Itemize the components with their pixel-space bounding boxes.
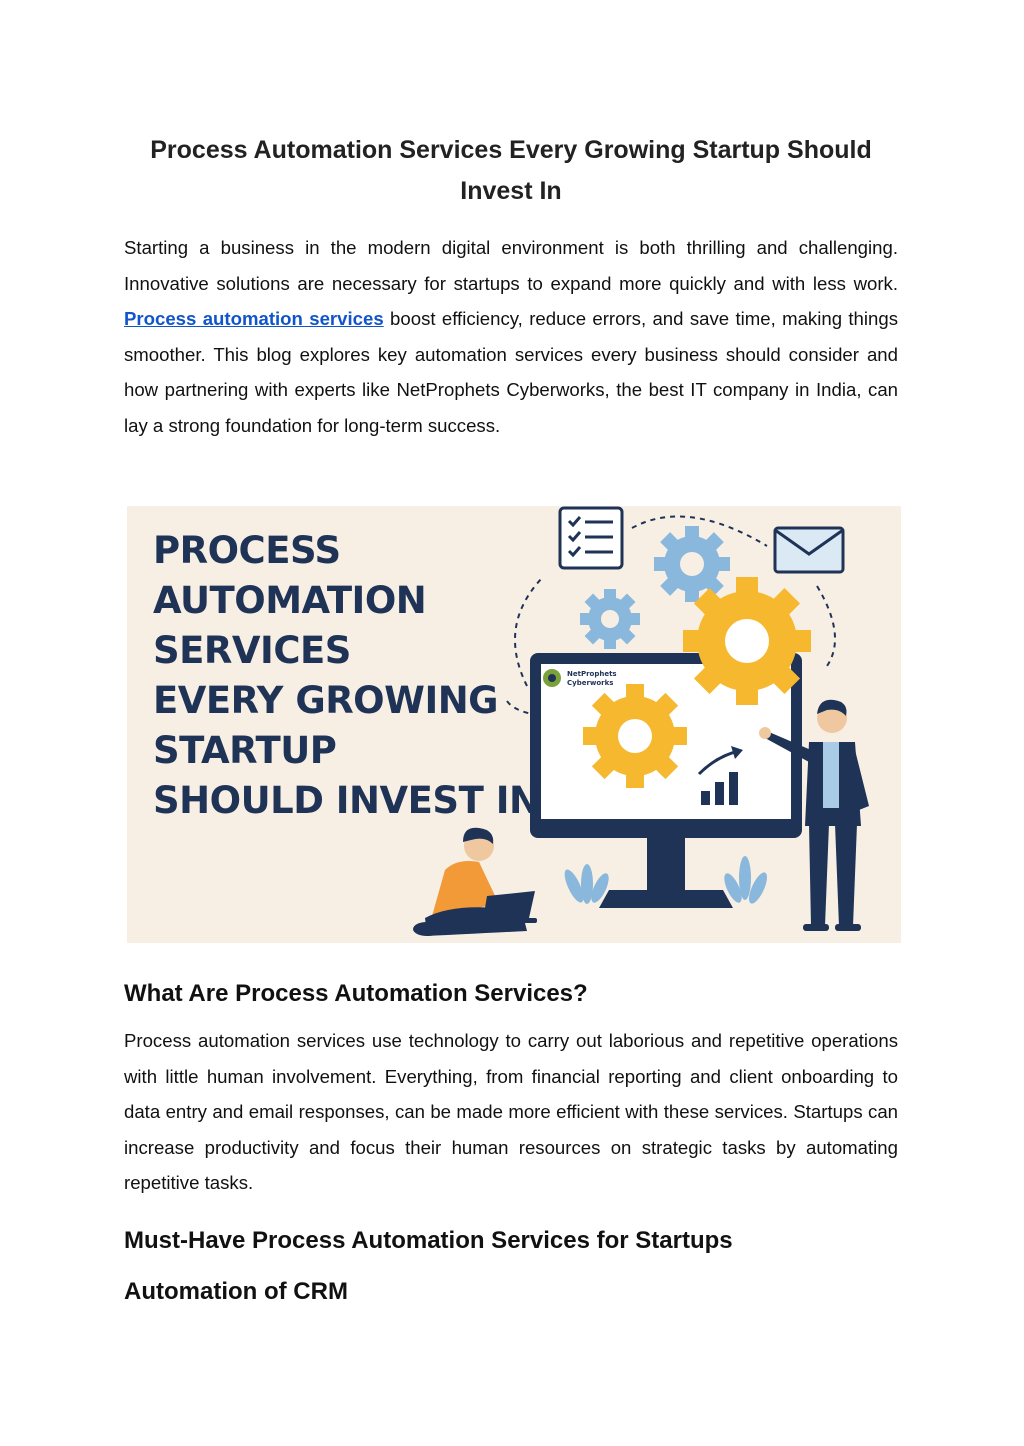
intro-text-before: Starting a business in the modern digital environment is both thrilling and challenging. Innovative solutions are necessary for startups to expand more quickly and with less work. [124,237,898,294]
envelope-icon [775,528,843,572]
section-heading-what-are: What Are Process Automation Services? [124,980,588,1007]
monitor-icon [530,653,802,908]
intro-text-after: boost efficiency, reduce errors, and save time, making things smoother. This blog explores key automation services every business should consider and how partnering with experts like NetProphets Cyberworks, the best IT company in India, can lay a strong foundation for long-term success. [124,308,898,436]
gear-icon-blue-top [654,526,730,602]
gear-icon-yellow-small [583,684,687,788]
gear-icon-yellow-big [683,577,811,705]
section-heading-must-have: Must-Have Process Automation Services for Startups [124,1227,733,1254]
gear-icon-blue-left [580,589,640,649]
plant-right [721,856,771,906]
section1-paragraph: Process automation services use technology to carry out laborious and repetitive operations with little human involvement. Everything, from financial reporting and client onboarding to data entry and email responses, can be made more efficient with these services. Startups can increase productivity and focus their human resources on strategic tasks by automating repetitive tasks. [124,1030,898,1194]
logo-line1: NetProphets [567,670,617,678]
section-heading-crm: Automation of CRM [124,1278,348,1305]
dashed-arrow-right [817,586,835,666]
intro-paragraph [124,230,898,444]
banner-heading: PROCESS AUTOMATION SERVICES EVERY GROWING STARTUP SHOULD INVEST IN [153,529,540,822]
process-automation-link[interactable]: Process automation services [124,308,384,330]
hero-banner [127,506,901,943]
logo-line2: Cyberworks [567,679,614,687]
page-title: Process Automation Services Every Growing Startup Should Invest In [150,136,872,205]
checklist-icon [560,508,622,568]
